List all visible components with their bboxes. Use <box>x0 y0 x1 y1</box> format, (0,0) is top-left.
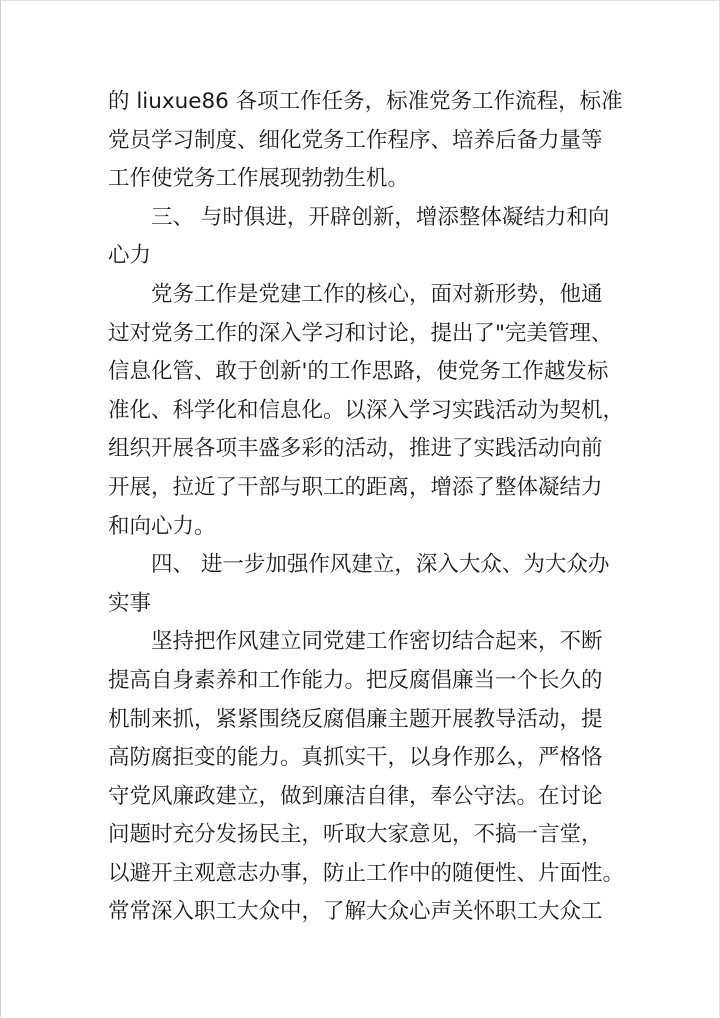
text-line: 提高自身素养和工作能力。把反腐倡廉当一个长久的 <box>108 667 603 693</box>
text-line: 的 liuxue86 各项工作任务，标准党务工作流程，标准 <box>108 89 623 114</box>
document-body <box>108 83 625 932</box>
text-line: 守党风廉政建立，做到廉洁自律，奉公守法。在讨论 <box>108 783 603 809</box>
text-line: 准化、科学化和信息化。以深入学习实践活动为契机， <box>108 397 625 423</box>
text-line: 和向心力。 <box>108 513 216 539</box>
text-line: 组织开展各项丰盛多彩的活动，推进了实践活动向前 <box>108 436 603 462</box>
text-line: 党员学习制度、细化党务工作程序、培养后备力量等 <box>108 127 603 153</box>
paragraph-start: 坚持把作风建立同党建工作密切结合起来，不断 <box>151 629 603 655</box>
text-line: 信息化管、敢于创新'的工作思路，使党务工作越发标 <box>108 359 609 385</box>
text-line: 问题时充分发扬民主，听取大家意见，不搞一言堂， <box>108 822 603 848</box>
section-heading-3-continued: 心力 <box>108 243 152 269</box>
section-heading-4-continued: 实事 <box>108 590 152 616</box>
section-heading-4: 四、 进一步加强作风建立，深入大众、为大众办 <box>151 552 610 578</box>
text-line: 开展，拉近了干部与职工的距离，增添了整体凝结力 <box>108 474 603 500</box>
text-line: 高防腐拒变的能力。真抓实干，以身作那么，严格恪 <box>108 745 603 771</box>
text-line: 以避开主观意志办事，防止工作中的随便性、片面性。 <box>108 860 625 886</box>
text-line: 常常深入职工大众中，了解大众心声关怀职工大众工 <box>108 899 603 925</box>
paragraph-start: 党务工作是党建工作的核心，面对新形势，他通 <box>151 281 603 307</box>
section-heading-3: 三、 与时俱进，开辟创新，增添整体凝结力和向 <box>151 204 610 230</box>
text-line: 工作使党务工作展现勃勃生机。 <box>108 166 410 192</box>
text-line: 机制来抓，紧紧围绕反腐倡廉主题开展教导活动，提 <box>108 706 603 732</box>
text-line: 过对党务工作的深入学习和讨论，提出了"完美管理、 <box>108 320 613 346</box>
